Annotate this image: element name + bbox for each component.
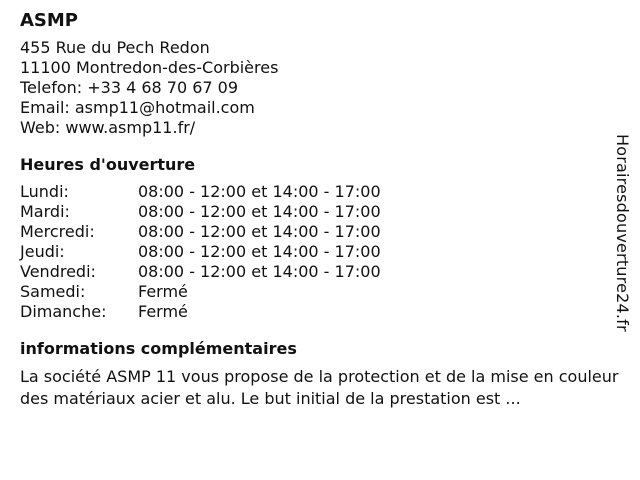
hours-row-friday: [20, 262, 610, 282]
day-hours: Fermé: [138, 282, 188, 301]
business-card: [20, 8, 619, 410]
day-label: Samedi:: [20, 282, 86, 301]
day-hours: Fermé: [138, 302, 188, 321]
address-city: 11100 Montredon-des-Corbières: [20, 58, 279, 77]
hours-row-tuesday: [20, 202, 610, 222]
hours-heading: Heures d'ouverture: [20, 155, 196, 174]
day-label: Dimanche:: [20, 302, 107, 321]
hours-row-wednesday: [20, 222, 610, 242]
day-label: Mercredi:: [20, 222, 95, 241]
contact-block: [20, 38, 610, 138]
hours-row-saturday: [20, 282, 610, 302]
hours-row-sunday: [20, 302, 610, 322]
day-hours: 08:00 - 12:00 et 14:00 - 17:00: [138, 202, 381, 221]
day-label: Lundi:: [20, 182, 69, 201]
site-watermark: Horairesdouverture24.fr: [613, 134, 632, 332]
hours-row-thursday: [20, 242, 610, 262]
business-name: ASMP: [20, 10, 78, 31]
day-hours: 08:00 - 12:00 et 14:00 - 17:00: [138, 182, 381, 201]
day-label: Jeudi:: [20, 242, 65, 261]
hours-row-monday: [20, 182, 610, 202]
day-hours: 08:00 - 12:00 et 14:00 - 17:00: [138, 222, 381, 241]
info-heading: informations complémentaires: [20, 339, 297, 358]
address-street: 455 Rue du Pech Redon: [20, 38, 210, 57]
day-hours: 08:00 - 12:00 et 14:00 - 17:00: [138, 262, 381, 281]
day-label: Mardi:: [20, 202, 70, 221]
phone-line: Telefon: +33 4 68 70 67 09: [20, 78, 239, 97]
email-line: Email: asmp11@hotmail.com: [20, 98, 255, 117]
hours-table: [20, 182, 610, 322]
day-label: Vendredi:: [20, 262, 96, 281]
info-description: La société ASMP 11 vous propose de la protection et de la mise en couleur des matériaux acier et alu. Le but initial de la prestation est ...: [20, 367, 619, 408]
web-line: Web: www.asmp11.fr/: [20, 118, 196, 137]
day-hours: 08:00 - 12:00 et 14:00 - 17:00: [138, 242, 381, 261]
